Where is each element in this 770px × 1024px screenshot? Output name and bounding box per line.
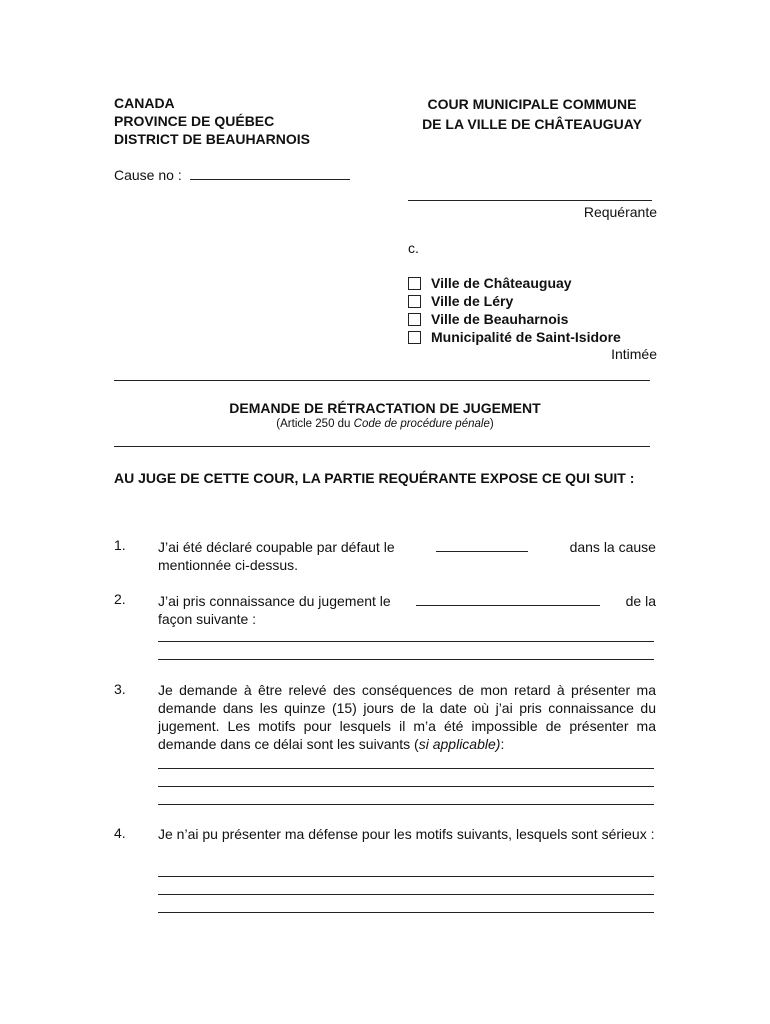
country-label: CANADA bbox=[114, 95, 175, 111]
item-1-before: J’ai été déclaré coupable par défaut le bbox=[158, 539, 395, 555]
court-name-line1: COUR MUNICIPALE COMMUNE bbox=[427, 96, 637, 112]
option-label: Municipalité de Saint-Isidore bbox=[431, 329, 621, 345]
option-label: Ville de Léry bbox=[431, 293, 514, 309]
item-3-italic: si applicable) bbox=[418, 736, 501, 752]
option-label: Ville de Châteauguay bbox=[431, 275, 572, 291]
separator-top bbox=[114, 380, 650, 381]
checkbox[interactable] bbox=[408, 313, 421, 326]
answer-line[interactable] bbox=[158, 894, 654, 895]
answer-line[interactable] bbox=[158, 786, 654, 787]
court-block bbox=[400, 94, 664, 134]
answer-line[interactable] bbox=[158, 876, 654, 877]
item-number: 4. bbox=[114, 825, 126, 841]
answer-line[interactable] bbox=[158, 768, 654, 769]
cause-number-field[interactable] bbox=[190, 165, 350, 180]
item-2-before: J’ai pris connaissance du jugement le bbox=[158, 593, 391, 609]
item-4-text: Je n’ai pu présenter ma défense pour les motifs suivants, lesquels sont sérieux : bbox=[158, 826, 655, 842]
intro-statement: AU JUGE DE CETTE COUR, LA PARTIE REQUÉRANTE EXPOSE CE QUI SUIT : bbox=[114, 470, 635, 486]
item-1-text bbox=[158, 537, 656, 574]
item-number: 3. bbox=[114, 681, 126, 697]
option-lery[interactable] bbox=[408, 292, 513, 310]
requerante-name-field[interactable] bbox=[408, 200, 652, 201]
option-beauharnois[interactable] bbox=[408, 310, 568, 328]
checkbox[interactable] bbox=[408, 295, 421, 308]
knowledge-date-field[interactable] bbox=[416, 591, 600, 606]
province-label: PROVINCE DE QUÉBEC bbox=[114, 113, 275, 129]
versus-label: c. bbox=[408, 240, 419, 256]
checkbox[interactable] bbox=[408, 277, 421, 290]
option-label: Ville de Beauharnois bbox=[431, 311, 569, 327]
separator-bottom bbox=[114, 446, 650, 447]
checkbox[interactable] bbox=[408, 331, 421, 344]
subtitle-suffix: ) bbox=[489, 418, 494, 430]
item-2-after: de la bbox=[625, 593, 656, 609]
item-3-suffix: : bbox=[500, 736, 505, 752]
answer-line[interactable] bbox=[158, 641, 654, 642]
option-saint-isidore[interactable] bbox=[408, 328, 621, 346]
answer-line[interactable] bbox=[158, 659, 654, 660]
item-number: 1. bbox=[114, 537, 126, 553]
district-label: DISTRICT DE BEAUHARNOIS bbox=[114, 131, 311, 147]
document-subtitle bbox=[114, 418, 656, 430]
cause-number-label: Cause no : bbox=[114, 167, 182, 183]
item-1-line2: mentionnée ci-dessus. bbox=[158, 557, 299, 573]
option-chateauguay[interactable] bbox=[408, 274, 572, 292]
answer-line[interactable] bbox=[158, 804, 654, 805]
document-title: DEMANDE DE RÉTRACTATION DE JUGEMENT bbox=[229, 400, 541, 416]
default-date-field[interactable] bbox=[436, 537, 528, 552]
item-3-body: Je demande à être relevé des conséquences de mon retard à présenter ma demande dans les quinze (15) jours de la date où j’ai pris connaissance du jugement. Les motifs pour lesquels il m’a été impossible de présenter ma demande dans ce délai sont les suivants ( bbox=[158, 682, 656, 752]
jurisdiction-block bbox=[114, 94, 310, 148]
intimee-label: Intimée bbox=[611, 346, 657, 362]
item-1-after: dans la cause bbox=[569, 539, 656, 555]
item-number: 2. bbox=[114, 591, 126, 607]
cause-number-row bbox=[114, 165, 350, 183]
court-name-line2: DE LA VILLE DE CHÂTEAUGUAY bbox=[422, 116, 642, 132]
item-3-text bbox=[158, 681, 656, 753]
item-2-line2: façon suivante : bbox=[158, 611, 257, 627]
subtitle-prefix: (Article 250 du bbox=[276, 418, 354, 430]
requerante-label: Requérante bbox=[583, 204, 657, 220]
subtitle-code-name: Code de procédure pénale bbox=[353, 418, 490, 430]
answer-line[interactable] bbox=[158, 912, 654, 913]
item-2-text bbox=[158, 591, 656, 628]
